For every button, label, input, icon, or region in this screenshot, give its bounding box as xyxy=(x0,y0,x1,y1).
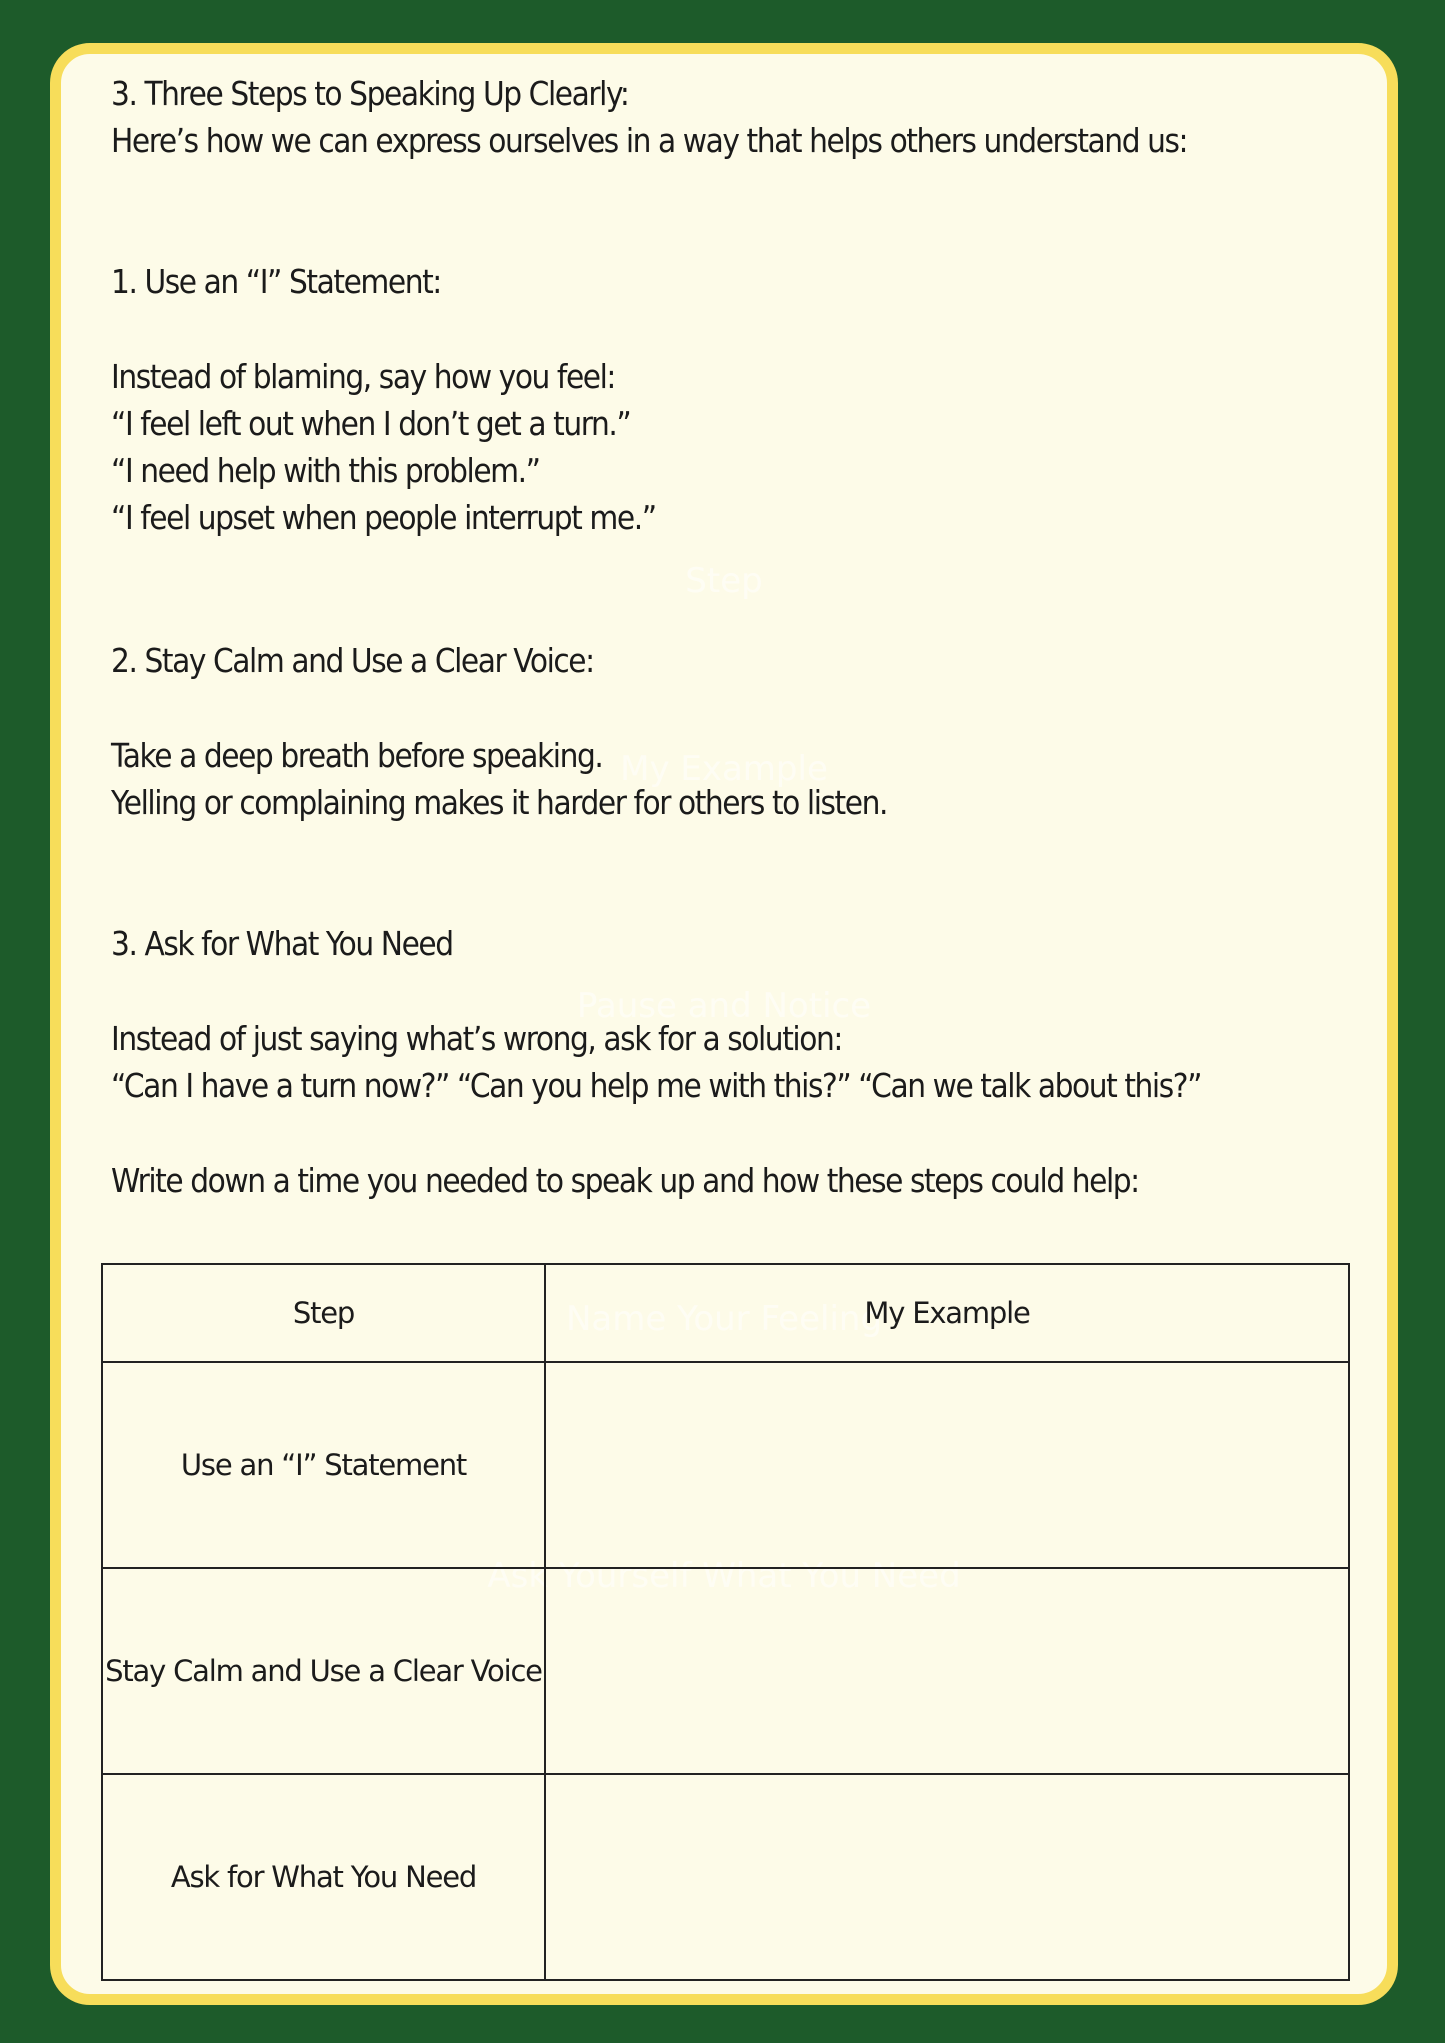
header-my-example: My Example xyxy=(545,1264,1349,1362)
page-heading: 3. Three Steps to Speaking Up Clearly: xyxy=(111,74,629,113)
step-cell: Use an “I” Statement xyxy=(102,1362,545,1568)
step2-line: Take a deep breath before speaking. xyxy=(111,736,603,775)
watermark-name-your-feeling: Name Your Feeling xyxy=(565,1299,883,1339)
watermark-ask-yourself: Ask Yourself What You Need xyxy=(487,1556,961,1596)
step1-line: “I feel upset when people interrupt me.” xyxy=(111,498,656,537)
step3-title: 3. Ask for What You Need xyxy=(111,924,453,963)
example-cell[interactable] xyxy=(545,1568,1349,1774)
step2-title: 2. Stay Calm and Use a Clear Voice: xyxy=(111,641,594,680)
worksheet-card xyxy=(50,43,1398,2005)
step1-line: Instead of blaming, say how you feel: xyxy=(111,357,615,396)
step3-line: Instead of just saying what’s wrong, ask for a solution: xyxy=(111,1019,842,1058)
watermark-my-example: My Example xyxy=(620,749,828,789)
watermark-pause-and-notice: Pause and Notice xyxy=(576,986,872,1026)
example-cell[interactable] xyxy=(545,1362,1349,1568)
table-header-row xyxy=(102,1264,1349,1362)
table-row xyxy=(102,1362,1349,1568)
step-cell: Ask for What You Need xyxy=(102,1774,545,1980)
writing-prompt: Write down a time you needed to speak up and how these steps could help: xyxy=(111,1161,1139,1200)
example-cell[interactable] xyxy=(545,1774,1349,1980)
intro-text: Here’s how we can express ourselves in a way that helps others understand us: xyxy=(111,121,1188,160)
watermark-step: Step xyxy=(685,561,763,601)
step1-line: “I feel left out when I don’t get a turn.” xyxy=(111,404,631,443)
header-step: Step xyxy=(102,1264,545,1362)
table-row xyxy=(102,1568,1349,1774)
step2-line: Yelling or complaining makes it harder for others to listen. xyxy=(111,783,887,822)
step3-line: “Can I have a turn now?” “Can you help me with this?” “Can we talk about this?” xyxy=(111,1066,1202,1105)
table-row xyxy=(102,1774,1349,1980)
step-cell: Stay Calm and Use a Clear Voice xyxy=(102,1568,545,1774)
step1-line: “I need help with this problem.” xyxy=(111,451,540,490)
step1-title: 1. Use an “I” Statement: xyxy=(111,262,441,301)
examples-table xyxy=(101,1263,1350,1981)
